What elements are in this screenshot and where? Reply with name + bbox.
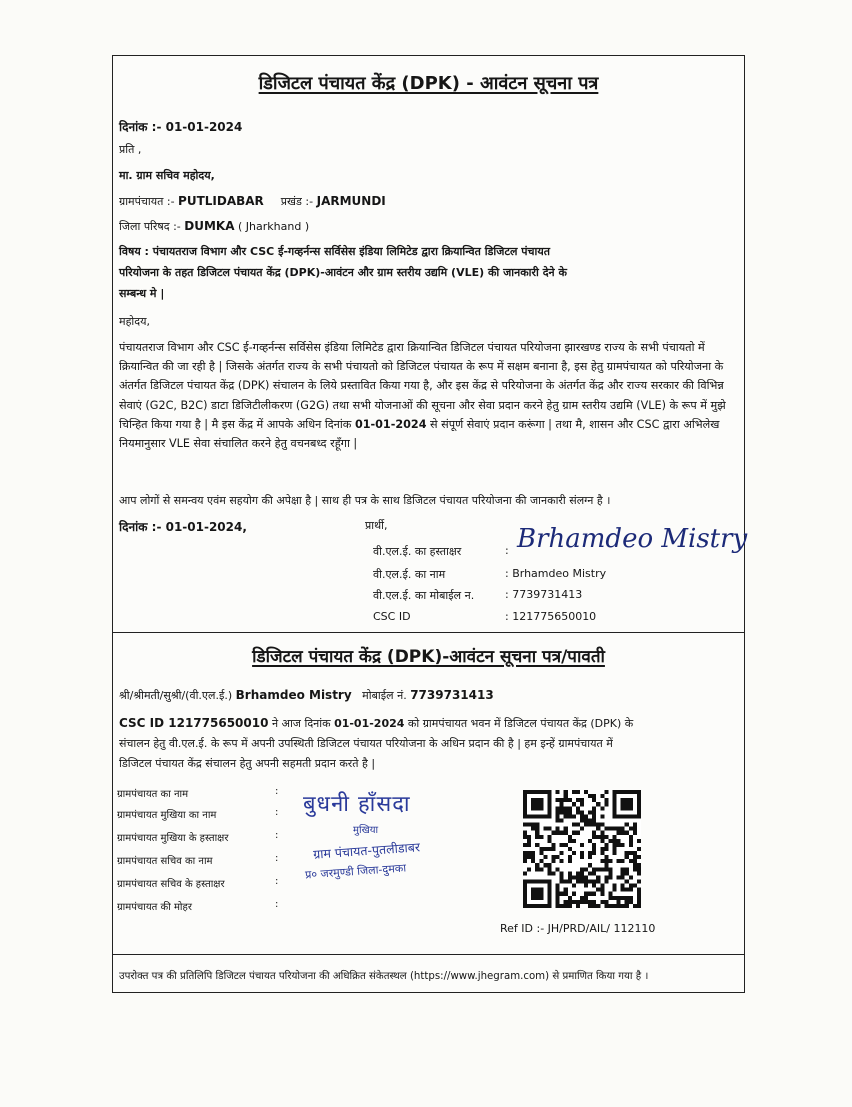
person-name: Brhamdeo Mistry xyxy=(235,688,352,702)
section-divider xyxy=(113,632,744,633)
addressee: मा. ग्राम सचिव महोदय, xyxy=(119,169,215,182)
subject-line-1: विषय : पंचायतराज विभाग और CSC ई-गव्हर्नन्स सर्विसेस इंडिया लिमिटेड द्वारा क्रियान्वित डिजिटल पंचायत xyxy=(119,245,551,258)
district-label: जिला परिषद :- xyxy=(119,220,185,233)
vle-sign-label: वी.एल.ई. का हस्ताक्षर xyxy=(373,545,462,558)
letter-date: दिनांक :- 01-01-2024 xyxy=(119,120,243,134)
subject-line-2: परियोजना के तहत डिजिटल पंचायत केंद्र (DPK)-आवंटन और ग्राम स्तरीय उद्यमि (VLE) की जानकारी देने के xyxy=(119,266,567,279)
stamp-line-1: मुखिया xyxy=(353,825,379,836)
body-text-1: पंचायतराज विभाग और CSC ई-गव्हर्नन्स सर्विसेस इंडिया लिमिटेड द्वारा क्रियान्वित डिजिटल पंचायत परियोजना झारखण्ड राज्य के सभी पंचायतो में क्रियान्वित की जा रही है | जिसके अंतर्गत राज्य के सभी पंचायतो को डिजिटल पंचायत के रूप में सक्षम बनाना है, इस हेतु ग्रामपंचायत को परियोजना के अंतर्गत डिजिटल पंचायत केंद्र (DPK) संचालन के लिये प्रस्तावित किया गया है, और इस केंद्र से परियोजना के अंतर्गत केंद्र और राज्य सरकार की विभिन्न सेवाएं (G2C, B2C) डाटा डिजिटीलीकरण (G2G) तथा सभी योजनाओं की सूचना और सेवा प्रदान करने हेतु ग्राम स्तरीय उद्यमि (VLE) के रूप में मुझे चिन्हित किया गया है | मै इस केंद्र में आपके अधिन दिनांक xyxy=(119,341,726,431)
vle-sign-colon: : xyxy=(505,544,509,557)
qr-code xyxy=(523,790,641,908)
vle-mobile-label: वी.एल.ई. का मोबाईल न. xyxy=(373,589,475,602)
support-line: आप लोगों से समन्वय एवंम सहयोग की अपेक्षा है | साथ ही पत्र के साथ डिजिटल पंचायत परियोजना की जानकारी संलग्न है । xyxy=(119,494,611,507)
ack-text-2: को ग्रामपंचायत भवन में डिजिटल पंचायत केंद्र (DPK) के xyxy=(404,717,634,730)
ack-csc-id: CSC ID 121775650010 xyxy=(119,716,269,730)
footer-note: उपरोक्त पत्र की प्रतिलिपि डिजिटल पंचायत परियोजना की अधिक्रित संकेतस्थल (https://www.jhegram.com) से प्रमाणित किया गया है । xyxy=(119,971,649,982)
gp-label: ग्रामपंचायत :- xyxy=(119,195,179,208)
block-value: JARMUNDI xyxy=(316,194,386,208)
body-date: 01-01-2024 xyxy=(354,417,427,431)
vle-person-line xyxy=(119,688,494,703)
stamp-line-2: ग्राम पंचायत-पुतलीडाबर xyxy=(312,839,421,862)
vle-name-label: वी.एल.ई. का नाम xyxy=(373,568,446,581)
mukhiya-signature: बुधनी हाँसदा xyxy=(303,792,411,817)
subject-line-3: सम्बन्ध मे | xyxy=(119,287,165,300)
prati-text: प्रति , xyxy=(119,143,142,156)
footer-divider xyxy=(113,954,744,955)
district-value: DUMKA xyxy=(184,219,235,233)
vle-name-value: : Brhamdeo Mistry xyxy=(505,567,607,580)
salutation: महोदय, xyxy=(119,315,150,328)
field-label: ग्रामपंचायत सचिव के हस्ताक्षर xyxy=(117,879,225,890)
district-line xyxy=(119,219,309,234)
ack-line-3: डिजिटल पंचायत केंद्र संचालन हेतु अपनी सहमती प्रदान करते है | xyxy=(119,757,376,770)
letter-title: डिजिटल पंचायत केंद्र (DPK) - आवंटन सूचना पत्र xyxy=(258,73,599,94)
field-label: ग्रामपंचायत का नाम xyxy=(117,789,189,800)
person-prefix: श्री/श्रीमती/सुश्री/(वी.एल.ई.) xyxy=(119,689,236,702)
field-colon: : xyxy=(275,899,279,910)
receipt-title: डिजिटल पंचायत केंद्र (DPK)-आवंटन सूचना पत्र/पावती xyxy=(252,647,605,667)
ack-line-2: संचालन हेतु वी.एल.ई. के रूप में अपनी उपस्थिती डिजिटल पंचायत परियोजना के अधिन प्रदान की है | हम इन्हें ग्रामपंचायत में xyxy=(119,737,613,750)
field-label: ग्रामपंचायत मुखिया के हस्ताक्षर xyxy=(117,833,229,844)
state-value: ( Jharkhand ) xyxy=(238,220,310,233)
field-label: ग्रामपंचायत मुखिया का नाम xyxy=(117,810,217,821)
mobile-label: मोबाईल नं. xyxy=(351,689,411,702)
ref-id: Ref ID :- JH/PRD/AIL/ 112110 xyxy=(500,922,656,935)
field-colon: : xyxy=(275,853,279,864)
ack-line-1 xyxy=(119,716,633,731)
field-colon: : xyxy=(275,830,279,841)
stamp-line-3: प्र० जरमुण्डी जिला-दुमका xyxy=(304,861,407,882)
block-label: प्रखंड :- xyxy=(280,195,317,208)
ack-text-1: ने आज दिनांक xyxy=(268,717,335,730)
applicant-label: प्रार्थी, xyxy=(365,519,388,532)
mobile-value: 7739731413 xyxy=(410,688,494,702)
field-colon: : xyxy=(275,786,279,797)
vle-mobile-value: : 7739731413 xyxy=(505,588,583,601)
ack-date: 01-01-2024 xyxy=(334,717,405,730)
csc-id-value: : 121775650010 xyxy=(505,610,597,623)
field-colon: : xyxy=(275,876,279,887)
field-label: ग्रामपंचायत सचिव का नाम xyxy=(117,856,213,867)
body-text-2: से संपूर्ण सेवाएं प्रदान करूंगा | तथा मै, शासन और CSC द्वारा अभिलेख नियमानुसार VLE सेवा संचालित करने हेतु वचनबध्द रहूँगा | xyxy=(119,417,720,451)
gp-line xyxy=(119,194,386,209)
csc-id-label: CSC ID xyxy=(373,610,411,623)
gp-value: PUTLIDABAR xyxy=(178,194,264,208)
letter-body xyxy=(119,338,737,453)
letter-date-2: दिनांक :- 01-01-2024, xyxy=(119,520,247,534)
field-label: ग्रामपंचायत की मोहर xyxy=(117,902,192,913)
vle-signature: Brhamdeo Mistry xyxy=(517,524,748,554)
letter-frame xyxy=(112,55,748,993)
field-colon: : xyxy=(275,807,279,818)
